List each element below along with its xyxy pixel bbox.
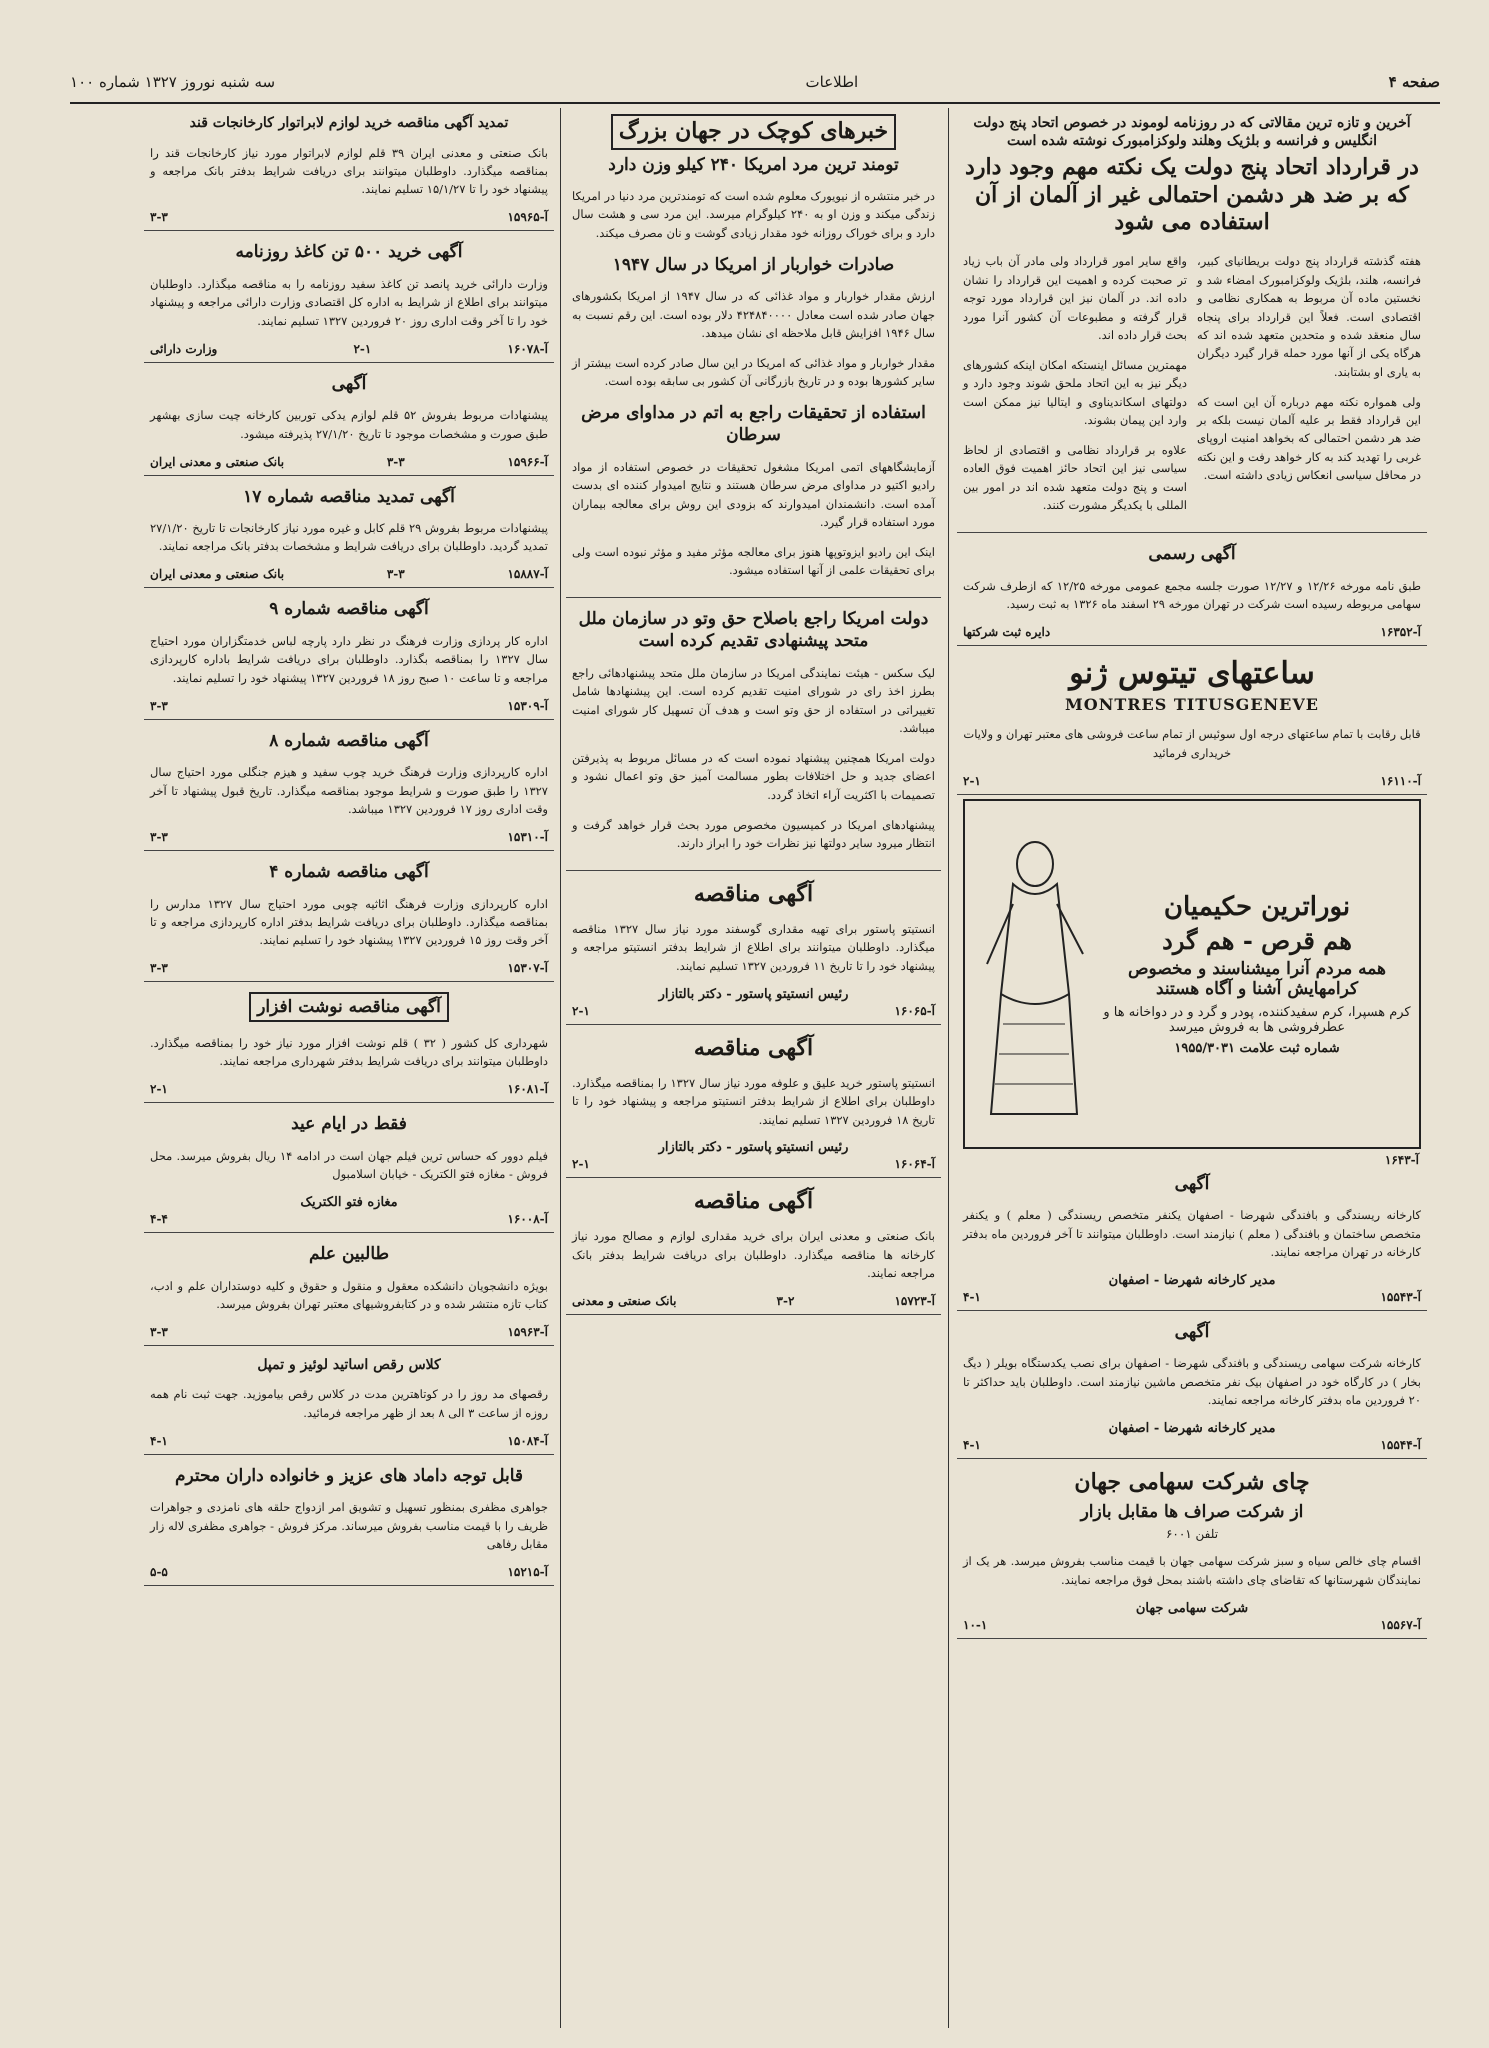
news-item-title: استفاده از تحقیقات راجع به اتم در مداوای مرض سرطان [581,403,926,446]
ad-code: آ-۱۶۰۸۱ [507,1082,548,1097]
tea-ad-code: آ-۱۵۵۶۷ [1380,1617,1421,1632]
ad-block [144,1459,554,1586]
tea-ad-run: ۱۰-۱ [963,1617,988,1632]
tender-3-run: ۳-۲ [776,1294,795,1309]
ad-body: شهرداری کل کشور ( ۳۲ ) قلم نوشت افزار مورد نیاز خود را بمناقصه میگذارد. داوطلبان میتوانند برای دریافت شرایط بدفتر شهرداری مراجعه نمایند. [150,1035,548,1069]
lead-title: در قرارداد اتحاد پنج دولت یک نکته مهم وجود دارد که بر ضد هر دشمن احتمالی غیر از آلمان از آن استفاده می شود [965,154,1419,236]
ad-block [144,1350,554,1455]
ad-sign: مغازه فتو الکتریک [300,1194,398,1210]
notice-2-title: آگهی [1174,1321,1210,1342]
lead-kicker: آخرین و تازه ترین مقالاتی که در روزنامه لوموند در خصوص اتحاد پنج دولت انگلیس و فرانسه و بلژیک وهلند ولوکزامبورک نوشته شده است [973,115,1411,150]
cream-ad-registration: شماره ثبت علامت ۱۹۵۵/۳۰۳۱ [1174,1040,1340,1056]
ad-code: آ-۱۵۳۰۹ [507,698,548,713]
notice-2-sign: مدیر کارخانه شهرضا - اصفهان [1108,1421,1276,1437]
ad-block [144,724,554,851]
ad-title: فقط در ایام عید [291,1114,407,1135]
cream-ad-line: همه مردم آنرا میشناسند و مخصوص کرامهایش آشنا و آگاه هستند [1127,958,1386,999]
notice-2-body: کارخانه شرکت سهامی ریسندگی و بافندگی شهرضا - اصفهان برای نصب یکدستگاه بویلر ( دیگ بخار ) در کارگاه خود در اصفهان بیک نفر متخصص ماشین نیازمند است. داوطلبان باید حداکثر تا ۲۰ فروردین ماه بدفتر کارخانه مراجعه نمایند. [963,1356,1421,1408]
ad-body: بانک صنعتی و معدنی ایران ۳۹ قلم لوازم لابراتوار مورد نیاز کارخانجات قند را بمناقصه میگذارد. داوطلبان میتوانند برای دریافت شرایط بدفتر بانک مراجعه و پیشنهاد خود را تا ۱۵/۱/۲۷ تسلیم نمایند. [150,145,548,197]
ad-title: کلاس رقص اساتید لوئیز و تمپل [257,1356,441,1373]
watch-ad [957,650,1427,795]
tender-1 [566,875,941,1025]
ad-code: آ-۱۵۳۰۷ [507,961,548,976]
watch-ad-title: ساعتهای تیتوس ژنو [1069,655,1315,691]
news-item-body: مقدار خواربار و مواد غذائی که امریکا در این سال صادر کرده است بیشتر از سایر کشورها بوده و در تاریخ بازرگانی آن کشور بی سابقه بوده است. [572,356,935,389]
middle-column [566,108,941,2028]
lead-body: ولی همواره نکته مهم درباره آن این است که این قرارداد فقط بر علیه آلمان نیست بلکه بر ضد هر دشمن احتمالی که بخواهد امنیت اروپای غربی را تهدید کند به کار خواهد رفت و این نکته در محافل سیاسی انعکاس زیادی داشته است. [1197,394,1421,483]
un-article [566,602,941,871]
ad-run: ۳-۳ [150,210,168,225]
ad-body: پیشنهادات مربوط بفروش ۲۹ قلم کابل و غیره مورد نیاز کارخانجات تا تاریخ ۲۷/۱/۲۰ تمدید گردید. داوطلبان برای دریافت شرایط و مشخصات بدفتر بانک مراجعه نمایند. [150,521,548,554]
cream-ad-code: آ-۱۶۴۳ [1384,1152,1419,1167]
ad-body: جواهری مظفری بمنظور تسهیل و تشویق امر ازدواج حلقه های نامزدی و جواهرات ظریف را با قیمت مناسب بفروش میرساند. مرکز فروش - جواهری مظفری لاله زار مقابل رفاهی [150,1500,548,1552]
watch-ad-code: آ-۱۶۱۱۰ [1380,773,1421,788]
lead-body: هفته گذشته قرارداد پنج دولت بریطانیای کبیر، فرانسه، هلند، بلژیک ولوکزامبورک امضاء شد و نخستین ماده آن مربوط به همکاری نظامی و اقتصادی است. فعلاً این قرارداد برای پنجاه سال منعقد شده و متحدین متعهد شده اند که هرگاه یکی از آنها مورد حمله قرار گیرد دیگران به یاری او بشتابند. [1197,254,1421,379]
news-item-body: ارزش مقدار خواربار و مواد غذائی که در سال ۱۹۴۷ از امریکا بکشورهای جهان صادر شده است معادل ۴۲۴۸۴۰۰۰۰ دلار بوده است. این رقم نسبت به سال ۱۹۴۶ افزایش قابل ملاحظه ای نشان میدهد. [572,289,935,341]
ad-run: ۳-۳ [150,1324,168,1339]
tender-2-sign: رئیس انستیتو پاستور - دکتر بالتازار [658,1140,849,1156]
left-column [144,108,554,2028]
ad-run: ۴-۱ [150,1433,168,1448]
un-article-title: دولت امریکا راجع باصلاح حق وتو در سازمان ملل متحد پیشنهادی تقدیم کرده است [578,609,929,652]
page-label: صفحه ۴ [1388,73,1440,91]
tea-ad-sign: شرکت سهامی جهان [1135,1600,1249,1616]
ad-block [144,592,554,719]
ad-block [144,235,554,362]
ad-block [144,1107,554,1233]
tea-ad-sub: از شرکت صراف ها مقابل بازار [1080,1501,1304,1522]
lead-article [957,108,1427,533]
ad-run: ۳-۳ [150,961,168,976]
notice-2 [957,1315,1427,1459]
cream-ad-list: کرم هسپرا، کرم سفیدکننده، پودر و گرد و در دواخانه ها و عطرفروشی ها به فروش میرسد [1103,1004,1411,1035]
cream-ad-slogan: هم قرص - هم گرد [1162,925,1352,955]
tender-3-sign: بانک صنعتی و معدنی [572,1294,677,1309]
ad-code: آ-۱۵۲۱۵ [507,1565,548,1580]
ad-code: آ-۱۵۹۶۶ [507,454,548,469]
lead-body: مهمترین مسائل اینستکه امکان اینکه کشورهای دیگر نیز به این اتحاد ملحق شوند وجود دارد و دولتهای اسکاندیناوی و ایتالیا نیز ممکن است وارد این پیمان بشوند. [963,357,1187,427]
official-notice-code: آ-۱۶۳۵۲ [1380,624,1421,639]
un-article-body: دولت امریکا همچنین پیشنهاد نموده است که در مسائل مربوط به پذیرفتن اعضای جدید و حل اختلافات بطور مسالمت آمیز حق وتو اعمال نشود و تصمیمات با اکثریت آراء اتخاذ گردد. [572,751,935,802]
news-item-body: در خبر منتشره از نیویورک معلوم شده است که تومندترین مرد دنیا در امریکا زندگی میکند و وزن او به ۲۴۰ کیلوگرام میرسد. این مرد سی و هشت سال دارد و برای خوراک روزانه خود مقدار زیادی گوشت و نان مصرف میکند. [572,189,935,240]
news-section [566,108,941,598]
ad-code: آ-۱۵۰۸۴ [507,1433,548,1448]
ad-body: اداره کار پردازی وزارت فرهنگ در نظر دارد پارچه لباس خدمتگزاران مورد احتیاج سال ۱۳۲۷ را بمناقصه بگذارد. داوطلبان برای دریافت شرایط باداره کارپردازی مراجعه و تا ساعت ۱۰ صبح روز ۱۸ فروردین ۱۳۲۷ پیشنهاد خود را تسلیم نمایند. [150,633,548,685]
news-item-title: تومند ترین مرد امریکا ۲۴۰ کیلو وزن دارد [608,154,899,175]
ad-run: ۲-۱ [353,341,372,356]
tender-3-title: آگهی مناقصه [693,1188,814,1215]
ad-body: اداره کارپردازی وزارت فرهنگ خرید چوب سفید و هیزم جنگلی مورد احتیاج سال ۱۳۲۷ را طبق صورت و شرایط موجود بمناقصه میگذارد. تاریخ قبول پیشنهاد تا آخر وقت اداری روز ۱۷ فروردین ۱۳۲۷ میباشد. [150,765,548,817]
un-article-body: پیشنهادهای امریکا در کمیسیون مخصوص مورد بحث قرار خواهد گرفت و انتظار میرود سایر دولتها نیز نظرات خود را ابراز دارند. [572,817,935,851]
ad-sign: بانک صنعتی و معدنی ایران [150,567,285,582]
tender-3 [566,1182,941,1315]
right-column [957,108,1427,2028]
cream-ad [963,799,1421,1149]
tender-3-code: آ-۱۵۷۲۳ [894,1294,935,1309]
notice-1-title: آگهی [1174,1173,1210,1194]
ad-run: ۳-۳ [150,829,168,844]
ad-body: پیشنهادات مربوط بفروش ۵۲ قلم لوازم یدکی توربین کارخانه چیت سازی بهشهر طبق صورت و مشخصات موجود تا تاریخ ۲۷/۱/۲۰ پذیرفته میشود. [150,408,548,441]
notice-2-run: ۴-۱ [963,1438,981,1453]
tea-ad-title: چای شرکت سهامی جهان [1074,1469,1310,1496]
ad-code: آ-۱۵۸۸۷ [507,567,548,582]
ad-run: ۴-۴ [150,1211,168,1226]
watch-ad-run: ۲-۱ [963,773,981,788]
tender-2-code: آ-۱۶۰۶۴ [894,1157,935,1172]
ad-run: ۳-۳ [150,698,168,713]
ad-code: آ-۱۶۰۷۸ [507,341,548,356]
ad-block [144,108,554,231]
lead-body: علاوه بر قرارداد نظامی و اقتصادی از لحاظ سیاسی نیز این اتحاد حائز اهمیت فوق العاده است و پنج دولت متعهد شده اند در امور بین المللی با یکدیگر مشورت کنند. [963,442,1187,513]
cream-ad-brand: نوراترین حکیمیان [1163,891,1351,922]
official-notice-body: طبق نامه مورخه ۱۲/۲۶ و ۱۲/۲۷ صورت جلسه مجمع عمومی مورخه ۱۲/۲۵ که ازطرف شرکت سهامی مربوطه رسیده است شرکت در تهران مورخه ۲۹ اسفند ماه ۱۳۲۶ به ثبت رسید. [963,578,1421,611]
notice-1-run: ۴-۱ [963,1289,981,1304]
ad-code: آ-۱۵۳۱۰ [507,829,548,844]
ad-sign: بانک صنعتی و معدنی ایران [150,454,285,469]
ad-run: ۲-۱ [150,1082,168,1097]
notice-2-code: آ-۱۵۵۴۴ [1380,1438,1421,1453]
woman-illustration [973,824,1093,1124]
notice-1-code: آ-۱۵۵۴۳ [1380,1289,1421,1304]
column-rule [560,108,561,2028]
tender-2-title: آگهی مناقصه [693,1034,814,1061]
paper-name: اطلاعات [805,73,859,91]
ad-title: آگهی مناقصه شماره ۸ [269,730,429,751]
ad-run: ۵-۵ [150,1565,168,1580]
notice-1-body: کارخانه ریسندگی و بافندگی شهرضا - اصفهان یکنفر متخصص ریسندگی ( معلم ) و یکنفر متخصص ساختمان و بافندگی ( معلم ) نیازمند است. داوطلبان میتوانند تا آخر فروردین ماه بدفتر کارخانه در تهران مراجعه نمایند. [963,1208,1421,1259]
tender-1-title: آگهی مناقصه [693,881,814,908]
tender-2-run: ۲-۱ [572,1157,590,1172]
tea-ad-body: اقسام چای خالص سیاه و سبز شرکت سهامی جهان با قیمت مناسب بفروش میرسد. هر یک از نمایندگان شهرستانها که تقاضای چای داشته باشند بمحل فوق مراجعه نمایند. [963,1554,1421,1587]
ad-code: آ-۱۵۹۶۵ [507,210,548,225]
ad-block [144,986,554,1103]
tea-ad [957,1463,1427,1638]
ad-block [144,855,554,982]
tender-1-body: انستیتو پاستور برای تهیه مقداری گوسفند مورد نیاز سال ۱۳۲۷ مناقصه میگذارد. داوطلبان میتوانند برای اطلاع از شرایط بدفتر انستیتو مراجعه و پیشنهاد خود را تا تاریخ ۱۱ فروردین ۱۳۲۷ تسلیم نمایند. [572,922,935,973]
lead-body: واقع سایر امور قرارداد ولی مادر آن باب زیاد تر صحبت کرده و اهمیت این قرارداد را نشان داده اند. در آلمان نیز این قرارداد مورد توجه قرار گرفته و مطبوعات آن کشور آنرا مورد بحث قرار داده اند. [963,254,1187,342]
ad-title: قابل توجه داماد های عزیز و خانواده داران محترم [174,1465,524,1486]
ad-body: اداره کارپردازی وزارت فرهنگ اثاثیه چوبی مورد احتیاج سال ۱۳۲۷ مدارس را بمناقصه میگذارد. داوطلبان برای دریافت شرایط بدفتر اداره کارپردازی مراجعه و تا آخر وقت روز ۱۵ فروردین ۱۳۲۷ پیشنهاد خود را تسلیم نمایند. [150,896,548,948]
masthead [70,62,1440,104]
official-notice [957,537,1427,646]
ad-sign: وزارت دارائی [150,341,218,356]
notice-1-sign: مدیر کارخانه شهرضا - اصفهان [1108,1272,1276,1288]
un-article-body: لیک سکس - هیئت نمایندگی امریکا در سازمان ملل متحد پیشنهادهائی راجع بطرز اخذ رای در شورای امنیت تقدیم کرده است. این پیشنهادها شامل تغییراتی در استفاده از حق وتو است و هدف آن تسهیل کار شورای امنیت میباشد. [572,666,935,736]
ad-body: بویژه دانشجویان دانشکده معقول و منقول و حقوق و کلیه دوستداران علم و ادب، کتاب تازه منتشر شده و در کتابفروشیهای معتبر تهران بفروش میرسد. [150,1278,548,1311]
tender-2 [566,1029,941,1179]
ad-body: فیلم دوور که حساس ترین فیلم جهان است در ادامه ۱۴ ریال بفروش میرسد. محل فروش - مغازه فتو الکتریک - خیابان اسلامبول [150,1148,548,1182]
ad-title: تمدید آگهی مناقصه خرید لوازم لابراتوار کارخانجات قند [189,115,509,131]
tender-2-body: انستیتو پاستور خرید علیق و علوفه مورد نیاز سال ۱۳۲۷ را بمناقصه میگذارد. داوطلبان برای اطلاع از شرایط بدفتر انستیتو مراجعه و پیشنهاد خود را تا تاریخ ۱۸ فروردین ۱۳۲۷ تسلیم نمایند. [572,1075,935,1127]
ad-title: آگهی خرید ۵۰۰ تن کاغذ روزنامه [235,242,463,263]
official-notice-title: آگهی رسمی [1148,543,1236,564]
tender-1-run: ۲-۱ [572,1003,590,1018]
ad-block [144,480,554,589]
ad-block [144,1237,554,1346]
ad-title: آگهی مناقصه نوشت افزار [249,992,449,1022]
ad-title: آگهی مناقصه شماره ۹ [269,599,429,620]
news-item-title: صادرات خواربار از امریکا در سال ۱۹۴۷ [612,254,895,275]
ad-run: ۳-۳ [386,567,405,582]
tea-ad-tel: تلفن ۶۰۰۱ [1165,1526,1219,1541]
news-item-body: آزمایشگاههای اتمی امریکا مشغول تحقیقات در خصوص استفاده از مواد رادیو اکتیو در مداوای مرض سرطان هستند و نتایج امیدوار کننده ای بدست آمده است. دانشمندان امیدوارند که بزودی این روش برای معالجه بیماران مورد استفاده قرار گیرد. [572,460,935,530]
news-item-body: اینک این رادیو ایزوتوپها هنوز برای معالجه مؤثر مفید و مؤثر نبوده است ولی برای تحقیقات علمی از آنها استفاده میشود. [572,545,935,578]
ad-run: ۳-۳ [386,454,405,469]
tender-1-sign: رئیس انستیتو پاستور - دکتر بالتازار [658,986,849,1002]
ad-title: آگهی تمدید مناقصه شماره ۱۷ [243,486,455,507]
date-line: سه شنبه نوروز ۱۳۲۷ شماره ۱۰۰ [70,73,276,91]
official-notice-office: دایره ثبت شرکتها [963,624,1051,639]
ad-title: طالبین علم [308,1243,390,1264]
watch-ad-body: قابل رقابت با تمام ساعتهای درجه اول سوئیس از تمام ساعت فروشی های معتبر تهران و ولایات خریداری فرمائید [963,727,1421,760]
tender-3-body: بانک صنعتی و معدنی ایران برای خرید مقداری لوازم و مصالح مورد نیاز کارخانه ها مناقصه میگذارد. داوطلبان برای دریافت شرایط بدفتر بانک مراجعه نمایند. [572,1229,935,1281]
ad-block [144,367,554,476]
column-rule [948,108,949,2028]
ad-code: آ-۱۵۹۶۳ [507,1324,548,1339]
tender-1-code: آ-۱۶۰۶۵ [894,1003,935,1018]
ad-title: آگهی [331,373,367,394]
ad-body: وزارت دارائی خرید پانصد تن کاغذ سفید روزنامه را به مناقصه میگذارد. داوطلبان میتوانند برای اطلاع از شرایط به اداره کل اقتصادی وزارت دارائی مراجعه و پیشنهاد خود را تا آخر وقت اداری روز ۲۰ فروردین ۱۳۲۷ تسلیم نمایند. [150,276,548,328]
watch-ad-latin: MONTRES TITUSGENEVE [1065,694,1319,714]
ad-code: آ-۱۶۰۰۸ [507,1211,548,1226]
news-section-title: خبرهای کوچک در جهان بزرگ [611,114,896,150]
ad-title: آگهی مناقصه شماره ۴ [269,861,429,882]
notice-1 [957,1167,1427,1311]
ad-body: رقصهای مد روز را در کوتاهترین مدت در کلاس رقص بیاموزید. جهت ثبت نام همه روزه از ساعت ۳ الی ۸ بعد از ظهر مراجعه فرمائید. [150,1387,548,1420]
